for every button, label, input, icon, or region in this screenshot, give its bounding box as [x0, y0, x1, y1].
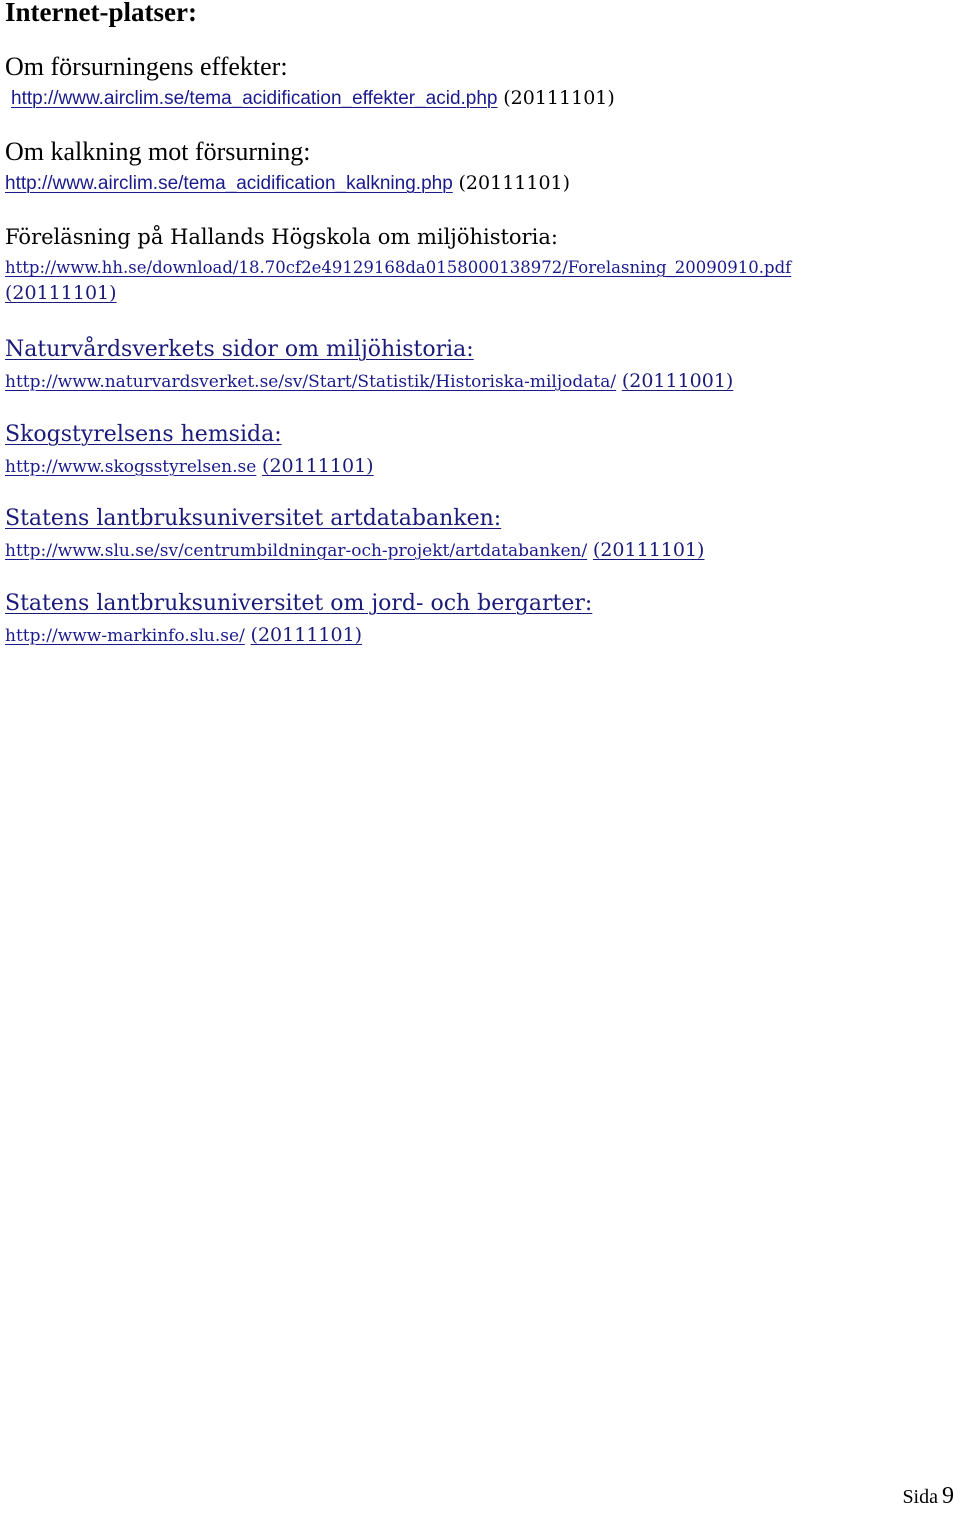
access-date: (20111101)	[5, 282, 117, 304]
reference-entry	[5, 335, 955, 396]
reference-entry	[5, 137, 955, 198]
entry-link-line	[5, 169, 955, 198]
reference-entry	[5, 222, 955, 306]
entry-title: Statens lantbruksuniversitet artdatabanken:	[5, 506, 502, 531]
page-number	[902, 1483, 954, 1510]
reference-link[interactable]: http://www.airclim.se/tema_acidification_effekter_acid.php	[11, 88, 498, 109]
reference-link[interactable]: http://www.airclim.se/tema_acidification_kalkning.php	[5, 173, 453, 194]
reference-entry	[5, 420, 955, 481]
entry-link-line	[5, 452, 955, 481]
reference-entry	[5, 589, 955, 650]
entry-title: Om kalkning mot försurning:	[5, 137, 311, 166]
access-date: (20111101)	[250, 624, 363, 646]
access-date: (20111101)	[592, 539, 705, 561]
reference-link[interactable]: http://www-markinfo.slu.se/	[5, 626, 245, 646]
entry-link-line	[5, 84, 955, 113]
entry-title: Statens lantbruksuniversitet om jord- och bergarter:	[5, 591, 593, 616]
access-date: (20111101)	[458, 172, 571, 194]
reference-entry	[5, 504, 955, 565]
reference-entry	[5, 52, 955, 113]
page-heading: Internet-platser:	[5, 0, 197, 27]
reference-link[interactable]: http://www.slu.se/sv/centrumbildningar-och-projekt/artdatabanken/	[5, 541, 588, 561]
entry-link-line	[5, 536, 955, 565]
page-label: Sida	[902, 1486, 938, 1508]
entry-link-line	[5, 621, 955, 650]
entry-link-line	[5, 367, 955, 396]
page-number-value: 9	[942, 1483, 954, 1509]
entry-link-line	[5, 254, 955, 282]
entry-title: Föreläsning på Hallands Högskola om miljöhistoria:	[5, 225, 558, 249]
reference-link[interactable]: http://www.hh.se/download/18.70cf2e49129168da0158000138972/Forelasning_20090910.pdf	[5, 258, 792, 277]
access-date: (20111101)	[262, 455, 374, 477]
reference-link[interactable]: http://www.skogsstyrelsen.se	[5, 457, 257, 477]
entry-title: Om försurningens effekter:	[5, 52, 288, 81]
entry-title: Naturvårdsverkets sidor om miljöhistoria:	[5, 337, 474, 362]
reference-link[interactable]: http://www.naturvardsverket.se/sv/Start/Statistik/Historiska-miljodata/	[5, 372, 617, 392]
entry-title: Skogstyrelsens hemsida:	[5, 422, 282, 447]
access-date: (20111001)	[621, 370, 734, 392]
access-date: (20111101)	[503, 87, 615, 109]
